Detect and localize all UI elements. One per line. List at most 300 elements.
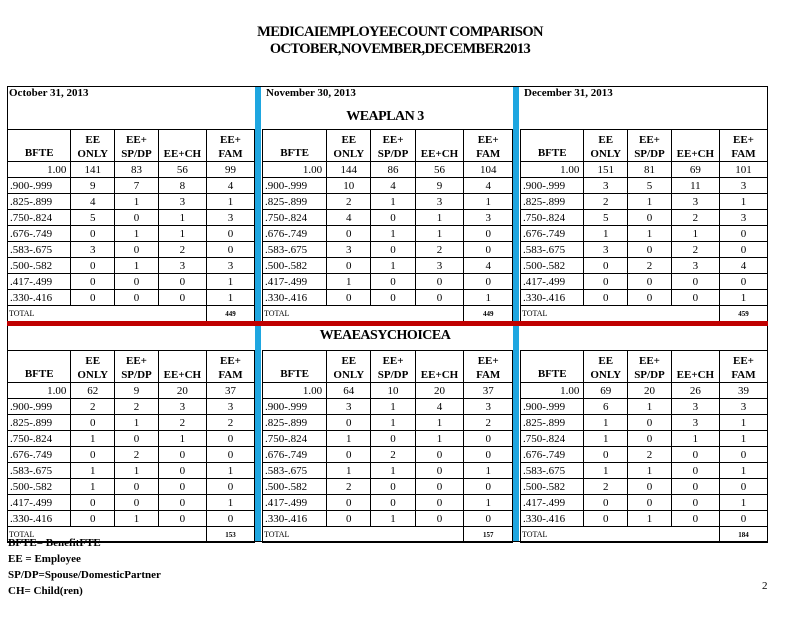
count-cell: 6 <box>584 399 628 415</box>
count-cell: 0 <box>327 415 371 431</box>
count-cell: 0 <box>206 431 254 447</box>
total-label: TOTAL <box>521 306 720 322</box>
count-cell: 1 <box>371 226 415 242</box>
count-cell: 1 <box>71 431 115 447</box>
divider-blue-2 <box>513 87 519 541</box>
count-cell: 0 <box>206 511 254 527</box>
row-label: .676-.749 <box>521 226 584 242</box>
row-label: 1.00 <box>263 383 327 399</box>
count-cell: 0 <box>371 495 415 511</box>
count-cell: 3 <box>584 178 628 194</box>
date-october: October 31, 2013 <box>9 87 89 99</box>
count-cell: 1 <box>628 194 672 210</box>
header-bfte: BFTE <box>8 351 71 383</box>
table-header-row <box>263 351 513 383</box>
count-cell: 0 <box>628 242 672 258</box>
total-value: 459 <box>719 306 767 322</box>
count-cell: 64 <box>327 383 371 399</box>
header-ee-spdp: EE+ SP/DP <box>115 130 159 162</box>
count-cell: 10 <box>327 178 371 194</box>
count-cell: 2 <box>371 447 415 463</box>
count-cell: 2 <box>206 415 254 431</box>
count-cell: 2 <box>628 447 672 463</box>
table-row <box>521 383 768 399</box>
count-cell: 3 <box>584 242 628 258</box>
table-row <box>521 447 768 463</box>
count-cell: 1 <box>584 431 628 447</box>
count-cell: 0 <box>158 447 206 463</box>
table-row <box>521 194 768 210</box>
row-label: .583-.675 <box>263 242 327 258</box>
count-cell: 4 <box>464 178 513 194</box>
total-value: 153 <box>206 527 254 543</box>
count-cell: 1 <box>415 226 464 242</box>
count-cell: 7 <box>115 178 159 194</box>
row-label: .500-.582 <box>8 258 71 274</box>
row-label: .676-.749 <box>521 447 584 463</box>
count-cell: 0 <box>671 511 719 527</box>
count-cell: 1 <box>719 463 767 479</box>
count-cell: 37 <box>464 383 513 399</box>
table-row <box>8 479 255 495</box>
table-row <box>8 210 255 226</box>
header-ee-only: EE ONLY <box>327 351 371 383</box>
count-cell: 3 <box>158 399 206 415</box>
count-cell: 3 <box>415 194 464 210</box>
count-cell: 1 <box>464 463 513 479</box>
total-row <box>263 306 513 322</box>
count-cell: 0 <box>115 290 159 306</box>
count-cell: 1 <box>464 495 513 511</box>
row-label: .750-.824 <box>521 431 584 447</box>
row-label: .825-.899 <box>521 415 584 431</box>
count-cell: 1 <box>115 415 159 431</box>
count-cell: 0 <box>71 274 115 290</box>
table-row <box>8 383 255 399</box>
row-label: .676-.749 <box>8 447 71 463</box>
header-bfte: BFTE <box>521 351 584 383</box>
count-cell: 2 <box>584 479 628 495</box>
row-label: .330-.416 <box>263 511 327 527</box>
count-cell: 1 <box>628 226 672 242</box>
row-label: .330-.416 <box>521 290 584 306</box>
count-cell: 0 <box>464 431 513 447</box>
table-row <box>263 383 513 399</box>
count-cell: 0 <box>584 447 628 463</box>
table-row <box>8 447 255 463</box>
count-cell: 0 <box>415 463 464 479</box>
count-cell: 0 <box>671 274 719 290</box>
date-december: December 31, 2013 <box>524 87 613 99</box>
count-cell: 0 <box>327 447 371 463</box>
count-cell: 83 <box>115 162 159 178</box>
row-label: .900-.999 <box>8 178 71 194</box>
count-cell: 3 <box>464 210 513 226</box>
count-cell: 1 <box>158 226 206 242</box>
row-label: .417-.499 <box>8 274 71 290</box>
count-cell: 1 <box>71 463 115 479</box>
total-value: 449 <box>464 306 513 322</box>
count-cell: 0 <box>628 495 672 511</box>
table-row <box>263 511 513 527</box>
row-label: .750-.824 <box>8 210 71 226</box>
count-cell: 141 <box>71 162 115 178</box>
table-row <box>8 431 255 447</box>
header-ee-ch: EE+CH <box>671 351 719 383</box>
count-cell: 3 <box>206 210 254 226</box>
count-cell: 0 <box>464 226 513 242</box>
count-cell: 62 <box>71 383 115 399</box>
count-cell: 4 <box>719 258 767 274</box>
table-row <box>8 511 255 527</box>
count-cell: 3 <box>415 258 464 274</box>
count-cell: 20 <box>628 383 672 399</box>
table-row <box>8 495 255 511</box>
count-table-p1-2 <box>520 129 768 322</box>
row-label: .583-.675 <box>8 463 71 479</box>
row-label: .825-.899 <box>263 415 327 431</box>
header-ee-only: EE ONLY <box>71 351 115 383</box>
count-cell: 3 <box>158 194 206 210</box>
table-row <box>263 194 513 210</box>
total-label: TOTAL <box>8 527 207 543</box>
count-cell: 1 <box>115 258 159 274</box>
header-ee-fam: EE+ FAM <box>206 351 254 383</box>
row-label: .417-.499 <box>521 495 584 511</box>
total-label: TOTAL <box>521 527 720 543</box>
count-cell: 0 <box>371 210 415 226</box>
row-label: .583-.675 <box>521 463 584 479</box>
count-cell: 0 <box>464 511 513 527</box>
count-cell: 5 <box>628 178 672 194</box>
count-cell: 1 <box>584 415 628 431</box>
count-cell: 0 <box>158 511 206 527</box>
count-cell: 1 <box>719 194 767 210</box>
row-label: .750-.824 <box>263 210 327 226</box>
count-cell: 0 <box>327 290 371 306</box>
header-ee-fam: EE+ FAM <box>719 130 767 162</box>
total-row <box>521 306 768 322</box>
header-ee-fam: EE+ FAM <box>719 351 767 383</box>
legend-ee: EE = Employee <box>8 553 81 565</box>
count-cell: 1 <box>158 210 206 226</box>
total-row <box>8 306 255 322</box>
count-cell: 0 <box>206 447 254 463</box>
row-label: .417-.499 <box>263 495 327 511</box>
count-cell: 3 <box>71 242 115 258</box>
table-row <box>521 399 768 415</box>
count-cell: 0 <box>71 511 115 527</box>
table-row <box>263 178 513 194</box>
table-header-row <box>521 351 768 383</box>
count-cell: 0 <box>719 242 767 258</box>
count-cell: 3 <box>719 210 767 226</box>
count-cell: 0 <box>584 274 628 290</box>
table-row <box>8 226 255 242</box>
count-cell: 1 <box>71 479 115 495</box>
table-row <box>521 178 768 194</box>
count-cell: 1 <box>371 463 415 479</box>
table-row <box>263 290 513 306</box>
count-cell: 0 <box>327 258 371 274</box>
count-cell: 4 <box>415 399 464 415</box>
count-cell: 0 <box>584 511 628 527</box>
count-cell: 0 <box>158 290 206 306</box>
count-cell: 1 <box>371 415 415 431</box>
header-ee-only: EE ONLY <box>327 130 371 162</box>
row-label: .417-.499 <box>8 495 71 511</box>
count-cell: 3 <box>158 258 206 274</box>
table-row <box>521 495 768 511</box>
count-cell: 0 <box>327 226 371 242</box>
count-cell: 99 <box>206 162 254 178</box>
header-ee-ch: EE+CH <box>671 130 719 162</box>
row-label: .500-.582 <box>263 258 327 274</box>
table-row <box>521 226 768 242</box>
count-cell: 0 <box>719 226 767 242</box>
count-cell: 0 <box>71 226 115 242</box>
count-cell: 9 <box>415 178 464 194</box>
total-row <box>263 527 513 543</box>
header-ee-spdp: EE+ SP/DP <box>371 351 415 383</box>
count-cell: 69 <box>671 162 719 178</box>
count-cell: 0 <box>628 415 672 431</box>
count-cell: 3 <box>327 399 371 415</box>
count-cell: 0 <box>628 210 672 226</box>
header-ee-ch: EE+CH <box>415 351 464 383</box>
count-cell: 1 <box>464 290 513 306</box>
table-row <box>8 399 255 415</box>
count-cell: 1 <box>371 194 415 210</box>
count-cell: 1 <box>671 226 719 242</box>
count-cell: 1 <box>115 463 159 479</box>
count-cell: 2 <box>671 242 719 258</box>
header-ee-ch: EE+CH <box>158 351 206 383</box>
count-cell: 1 <box>206 495 254 511</box>
table-row <box>8 242 255 258</box>
header-ee-ch: EE+CH <box>158 130 206 162</box>
count-cell: 0 <box>415 290 464 306</box>
count-table-p2-0 <box>7 350 255 543</box>
table-header-row <box>8 351 255 383</box>
count-cell: 1 <box>415 431 464 447</box>
count-cell: 1 <box>115 511 159 527</box>
table-row <box>8 463 255 479</box>
count-cell: 0 <box>464 274 513 290</box>
count-cell: 69 <box>584 383 628 399</box>
count-cell: 1 <box>115 194 159 210</box>
table-row <box>263 431 513 447</box>
row-label: 1.00 <box>8 162 71 178</box>
count-cell: 3 <box>327 242 371 258</box>
count-cell: 0 <box>415 511 464 527</box>
count-cell: 0 <box>206 479 254 495</box>
count-cell: 3 <box>206 399 254 415</box>
row-label: .676-.749 <box>263 226 327 242</box>
row-label: .676-.749 <box>263 447 327 463</box>
count-cell: 26 <box>671 383 719 399</box>
table-header-row <box>263 130 513 162</box>
count-cell: 1 <box>206 274 254 290</box>
page-number: 2 <box>762 580 768 592</box>
row-label: .500-.582 <box>521 479 584 495</box>
row-label: .500-.582 <box>8 479 71 495</box>
count-cell: 4 <box>464 258 513 274</box>
row-label: .330-.416 <box>8 290 71 306</box>
count-cell: 37 <box>206 383 254 399</box>
count-cell: 2 <box>115 447 159 463</box>
count-cell: 3 <box>719 178 767 194</box>
table-row <box>521 290 768 306</box>
row-label: 1.00 <box>521 162 584 178</box>
count-cell: 86 <box>371 162 415 178</box>
count-cell: 2 <box>115 399 159 415</box>
row-label: .750-.824 <box>8 431 71 447</box>
count-table-p2-2 <box>520 350 768 543</box>
row-label: .900-.999 <box>521 399 584 415</box>
count-cell: 0 <box>115 495 159 511</box>
count-cell: 0 <box>719 274 767 290</box>
table-row <box>521 511 768 527</box>
table-row <box>8 258 255 274</box>
header-bfte: BFTE <box>521 130 584 162</box>
row-label: .900-.999 <box>263 399 327 415</box>
row-label: .583-.675 <box>8 242 71 258</box>
count-cell: 0 <box>464 479 513 495</box>
count-cell: 3 <box>671 194 719 210</box>
count-cell: 0 <box>115 431 159 447</box>
legend <box>8 535 161 599</box>
count-cell: 0 <box>671 463 719 479</box>
count-cell: 4 <box>371 178 415 194</box>
count-cell: 0 <box>671 447 719 463</box>
header-ee-fam: EE+ FAM <box>464 130 513 162</box>
count-cell: 20 <box>158 383 206 399</box>
count-cell: 1 <box>115 226 159 242</box>
count-cell: 20 <box>415 383 464 399</box>
total-label: TOTAL <box>263 306 464 322</box>
table-row <box>521 463 768 479</box>
table-row <box>8 194 255 210</box>
count-cell: 1 <box>584 226 628 242</box>
count-cell: 0 <box>71 415 115 431</box>
row-label: .900-.999 <box>8 399 71 415</box>
total-value: 157 <box>464 527 513 543</box>
table-row <box>521 242 768 258</box>
count-cell: 1 <box>327 274 371 290</box>
row-label: 1.00 <box>263 162 327 178</box>
table-row <box>263 226 513 242</box>
table-row <box>263 415 513 431</box>
report-title: MEDICAIEMPLOYEECOUNT COMPARISON <box>257 24 543 40</box>
count-cell: 0 <box>415 495 464 511</box>
table-row <box>263 399 513 415</box>
count-cell: 0 <box>71 447 115 463</box>
count-cell: 1 <box>206 290 254 306</box>
count-cell: 0 <box>327 511 371 527</box>
row-label: .676-.749 <box>8 226 71 242</box>
row-label: .750-.824 <box>521 210 584 226</box>
count-cell: 8 <box>158 178 206 194</box>
count-cell: 1 <box>719 415 767 431</box>
table-row <box>8 162 255 178</box>
table-row <box>521 210 768 226</box>
header-ee-only: EE ONLY <box>584 351 628 383</box>
table-row <box>521 162 768 178</box>
count-cell: 0 <box>584 258 628 274</box>
table-row <box>521 258 768 274</box>
count-cell: 0 <box>628 274 672 290</box>
table-row <box>263 463 513 479</box>
count-cell: 2 <box>671 210 719 226</box>
count-cell: 10 <box>371 383 415 399</box>
count-cell: 1 <box>628 511 672 527</box>
table-header-row <box>521 130 768 162</box>
count-cell: 0 <box>115 479 159 495</box>
count-cell: 1 <box>206 194 254 210</box>
count-cell: 81 <box>628 162 672 178</box>
count-cell: 0 <box>671 495 719 511</box>
plan2-title: WEAEASYCHOICEA <box>319 328 451 343</box>
count-cell: 0 <box>464 242 513 258</box>
count-cell: 2 <box>327 194 371 210</box>
count-cell: 0 <box>719 511 767 527</box>
header-ee-spdp: EE+ SP/DP <box>115 351 159 383</box>
table-row <box>263 162 513 178</box>
row-label: .583-.675 <box>263 463 327 479</box>
count-cell: 0 <box>464 447 513 463</box>
row-label: 1.00 <box>8 383 71 399</box>
legend-spdp: SP/DP=Spouse/DomesticPartner <box>8 569 161 581</box>
table-row <box>521 274 768 290</box>
row-label: .900-.999 <box>263 178 327 194</box>
count-cell: 0 <box>158 274 206 290</box>
count-cell: 1 <box>415 415 464 431</box>
count-cell: 1 <box>327 463 371 479</box>
row-label: .900-.999 <box>521 178 584 194</box>
divider-blue-1 <box>255 87 261 541</box>
count-cell: 0 <box>371 242 415 258</box>
count-table-p2-1 <box>262 350 513 543</box>
count-cell: 1 <box>584 463 628 479</box>
count-cell: 0 <box>415 274 464 290</box>
count-cell: 2 <box>327 479 371 495</box>
count-cell: 0 <box>115 242 159 258</box>
count-cell: 2 <box>158 242 206 258</box>
count-cell: 0 <box>628 431 672 447</box>
row-label: .825-.899 <box>521 194 584 210</box>
plan1-title: WEAPLAN 3 <box>346 109 424 124</box>
count-cell: 39 <box>719 383 767 399</box>
count-cell: 0 <box>158 463 206 479</box>
table-row <box>263 447 513 463</box>
count-cell: 3 <box>464 399 513 415</box>
count-table-p1-1 <box>262 129 513 322</box>
table-header-row <box>8 130 255 162</box>
count-cell: 2 <box>628 258 672 274</box>
count-cell: 0 <box>671 290 719 306</box>
count-cell: 0 <box>628 290 672 306</box>
count-cell: 0 <box>719 479 767 495</box>
count-cell: 0 <box>71 258 115 274</box>
count-cell: 9 <box>71 178 115 194</box>
row-label: .825-.899 <box>263 194 327 210</box>
count-cell: 0 <box>158 479 206 495</box>
header-ee-only: EE ONLY <box>584 130 628 162</box>
header-ee-spdp: EE+ SP/DP <box>371 130 415 162</box>
count-cell: 3 <box>671 258 719 274</box>
row-label: .330-.416 <box>521 511 584 527</box>
